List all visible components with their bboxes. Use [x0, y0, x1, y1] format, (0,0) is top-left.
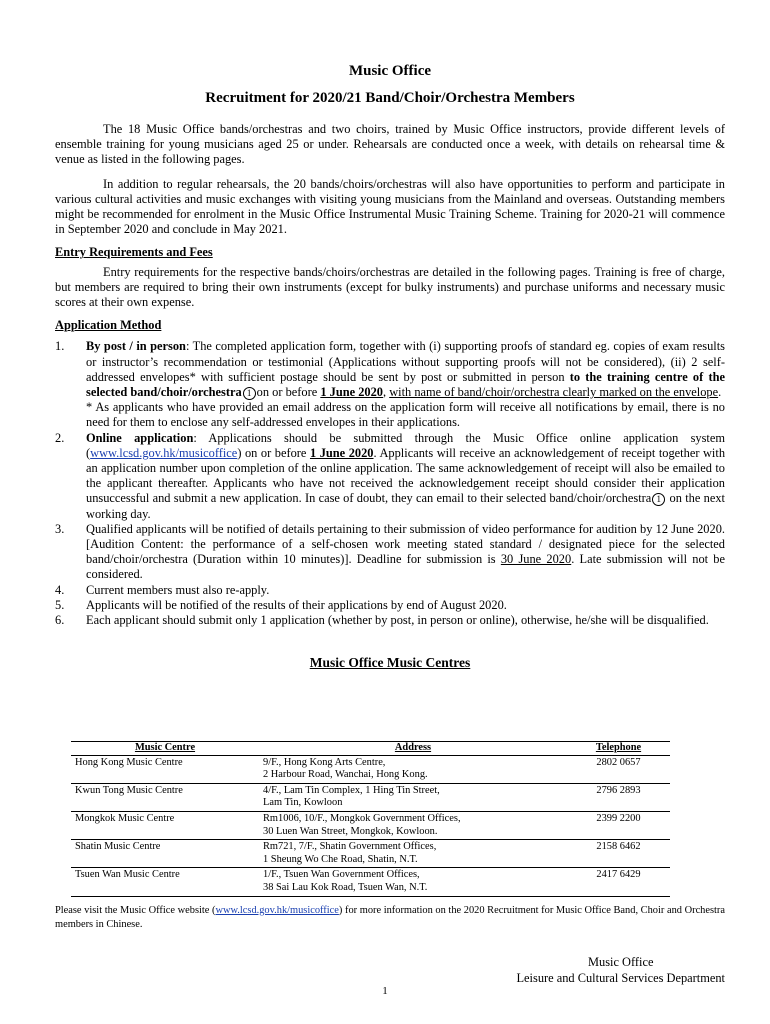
- column-header-centre: Music Centre: [71, 742, 259, 756]
- item-underlined-text: with name of band/choir/orchestra clearly marked on the envelope: [389, 385, 719, 400]
- list-item: [55, 431, 725, 522]
- address-line-2: 30 Luen Wan Street, Mongkok, Kowloon.: [263, 825, 438, 837]
- table-row: [71, 783, 670, 811]
- centre-telephone: 2796 2893: [567, 783, 670, 811]
- item-number: 1.: [55, 339, 65, 354]
- table-row: [71, 868, 670, 896]
- item-footnote: * As applicants who have provided an email address on the application form will receive all notifications by email, there is no need for them to enclose any self-addressed envelopes in their applications.: [86, 400, 725, 430]
- address-line-2: 38 Sai Lau Kok Road, Tsuen Wan, N.T.: [263, 881, 428, 893]
- centre-address: [259, 783, 567, 811]
- centre-address: [259, 755, 567, 783]
- item-label: By post / in person: [86, 339, 186, 354]
- centre-telephone: 2158 6462: [567, 840, 670, 868]
- item-number: 2.: [55, 430, 65, 445]
- entry-requirements-heading: Entry Requirements and Fees: [55, 245, 213, 260]
- address-line-1: Rm1006, 10/F., Mongkok Government Offices,: [263, 812, 461, 824]
- item-number: 6.: [55, 613, 65, 628]
- note-website-link[interactable]: www.lcsd.gov.hk/musicoffice: [215, 905, 339, 916]
- item-text: on the next working day.: [86, 491, 725, 521]
- address-line-1: 9/F., Hong Kong Arts Centre,: [263, 756, 386, 768]
- item-label: Online application: [86, 430, 194, 445]
- table-header-row: [71, 742, 670, 756]
- music-centres-title: Music Office Music Centres: [309, 655, 471, 671]
- item-text: ,: [382, 385, 390, 400]
- document-subtitle: Recruitment for 2020/21 Band/Choir/Orchestra Members: [205, 90, 575, 106]
- column-header-telephone: Telephone: [567, 742, 670, 756]
- application-method-heading: Application Method: [55, 318, 162, 333]
- table-row: [71, 755, 670, 783]
- centre-telephone: 2802 0657: [567, 755, 670, 783]
- intro-paragraph-1: The 18 Music Office bands/orchestras and two choirs, trained by Music Office instructors, provide different levels of ensemble training for young musicians aged 25 or under. Rehearsals are conducted once a week, with details on rehearsal time & venue as listed in the following pages.: [55, 122, 725, 167]
- centre-name: Hong Kong Music Centre: [71, 755, 259, 783]
- note-text: Please visit the Music Office website (: [55, 905, 216, 916]
- item-number: 4.: [55, 582, 65, 597]
- deadline-date: 1 June 2020: [320, 385, 383, 400]
- page-number: 1: [382, 985, 388, 997]
- application-list: [55, 339, 725, 628]
- centre-telephone: 2399 2200: [567, 811, 670, 839]
- address-line-2: Lam Tin, Kowloon: [263, 797, 343, 809]
- centre-name: Shatin Music Centre: [71, 840, 259, 868]
- document-body: [55, 62, 725, 671]
- signature-department: Leisure and Cultural Services Department: [516, 970, 725, 985]
- item-text: Current members must also re-apply.: [86, 582, 270, 597]
- intro-paragraph-2: In addition to regular rehearsals, the 20 bands/choirs/orchestras will also have opportunities to perform and participate in various cultural activities and music exchanges with visiting young musicians from the Mainland and overseas. Outstanding members might be recommended for enrolment in the Music Office Instrumental Music Training Scheme. Training for 2020-21 will commence in September 2020 and conclude in May 2021.: [55, 176, 725, 237]
- deadline-date: 30 June 2020: [500, 552, 572, 567]
- item-text: ) on or before: [237, 445, 310, 460]
- item-bold-text: to the training centre of the selected band/choir/orchestra: [86, 369, 725, 400]
- circled-number-marker: 1: [243, 387, 256, 400]
- music-office-website-link[interactable]: www.lcsd.gov.hk/musicoffice: [90, 445, 238, 460]
- item-text: : The completed application form, together with (i) supporting proofs of standard eg. copies of exam results or instructor’s recommendation or testimonial (Applications without supporting proofs will not be considered), (ii) 2 self-addressed envelopes* with sufficient postage should be sent by post or submitted in person: [86, 339, 725, 384]
- entry-requirements-text: Entry requirements for the respective bands/choirs/orchestras are detailed in the following pages. Training is free of charge, but members are required to bring their own instruments (except for bulky instruments) and purchase uniforms and necessary music scores at their own expense.: [55, 264, 725, 310]
- list-item: [55, 613, 725, 628]
- music-centres-table: [71, 741, 670, 897]
- list-item: [55, 339, 725, 430]
- centre-name: Mongkok Music Centre: [71, 811, 259, 839]
- centre-name: Tsuen Wan Music Centre: [71, 868, 259, 896]
- website-note: [55, 904, 725, 932]
- item-number: 3.: [55, 521, 65, 536]
- table-row: [71, 811, 670, 839]
- address-line-1: 4/F., Lam Tin Complex, 1 Hing Tin Street,: [263, 784, 440, 796]
- item-text: Each applicant should submit only 1 application (whether by post, in person or online), otherwise, he/she will be disqualified.: [86, 613, 709, 628]
- deadline-date: 1 June 2020: [309, 445, 374, 460]
- note-text: ) for more information on the 2020 Recruitment for Music Office Band, Choir and Orchestra members in Chinese.: [55, 905, 725, 930]
- column-header-address: Address: [259, 742, 567, 756]
- address-line-2: 1 Sheung Wo Che Road, Shatin, N.T.: [263, 853, 418, 865]
- item-text: Applicants will be notified of the results of their applications by end of August 2020.: [86, 597, 507, 612]
- document-title: Music Office: [348, 63, 432, 79]
- list-item: [55, 522, 725, 583]
- signature-office: Music Office: [587, 955, 654, 969]
- item-text: .: [718, 385, 722, 400]
- item-text: . Late submission will not be considered.: [86, 552, 725, 582]
- address-line-2: 2 Harbour Road, Wanchai, Hong Kong.: [263, 769, 428, 781]
- centre-telephone: 2417 6429: [567, 868, 670, 896]
- list-item: [55, 583, 725, 598]
- centre-address: [259, 840, 567, 868]
- list-item: [55, 598, 725, 613]
- item-text: : Applications should be submitted through the Music Office online application system (: [86, 430, 725, 460]
- centre-address: [259, 811, 567, 839]
- item-number: 5.: [55, 597, 65, 612]
- circled-number-marker: 1: [652, 493, 665, 506]
- centre-address: [259, 868, 567, 896]
- centre-name: Kwun Tong Music Centre: [71, 783, 259, 811]
- table-row: [71, 840, 670, 868]
- address-line-1: 1/F., Tsuen Wan Government Offices,: [263, 869, 420, 881]
- address-line-1: Rm721, 7/F., Shatin Government Offices,: [263, 841, 437, 853]
- signature-block: [516, 955, 725, 986]
- item-text: on or before: [256, 385, 321, 400]
- item-text: . Applicants will receive an acknowledgement of receipt together with an application number upon completion of the online application. The same acknowledgement of receipt will also be emailed to the applicant thereafter. Applicants who have not received the acknowledgement receipt should consider their application unsuccessful and submit a new application. In case of doubt, they can email to their selected band/choir/orchestra: [86, 445, 726, 506]
- item-text: Qualified applicants will be notified of details pertaining to their submission of video performance for audition by 12 June 2020. [Audition Content: the performance of a self-chosen work meeting stated standard / designated piece for the selected band/choir/orchestra (Duration within 10 minutes)]. Deadline for submission is: [86, 521, 725, 567]
